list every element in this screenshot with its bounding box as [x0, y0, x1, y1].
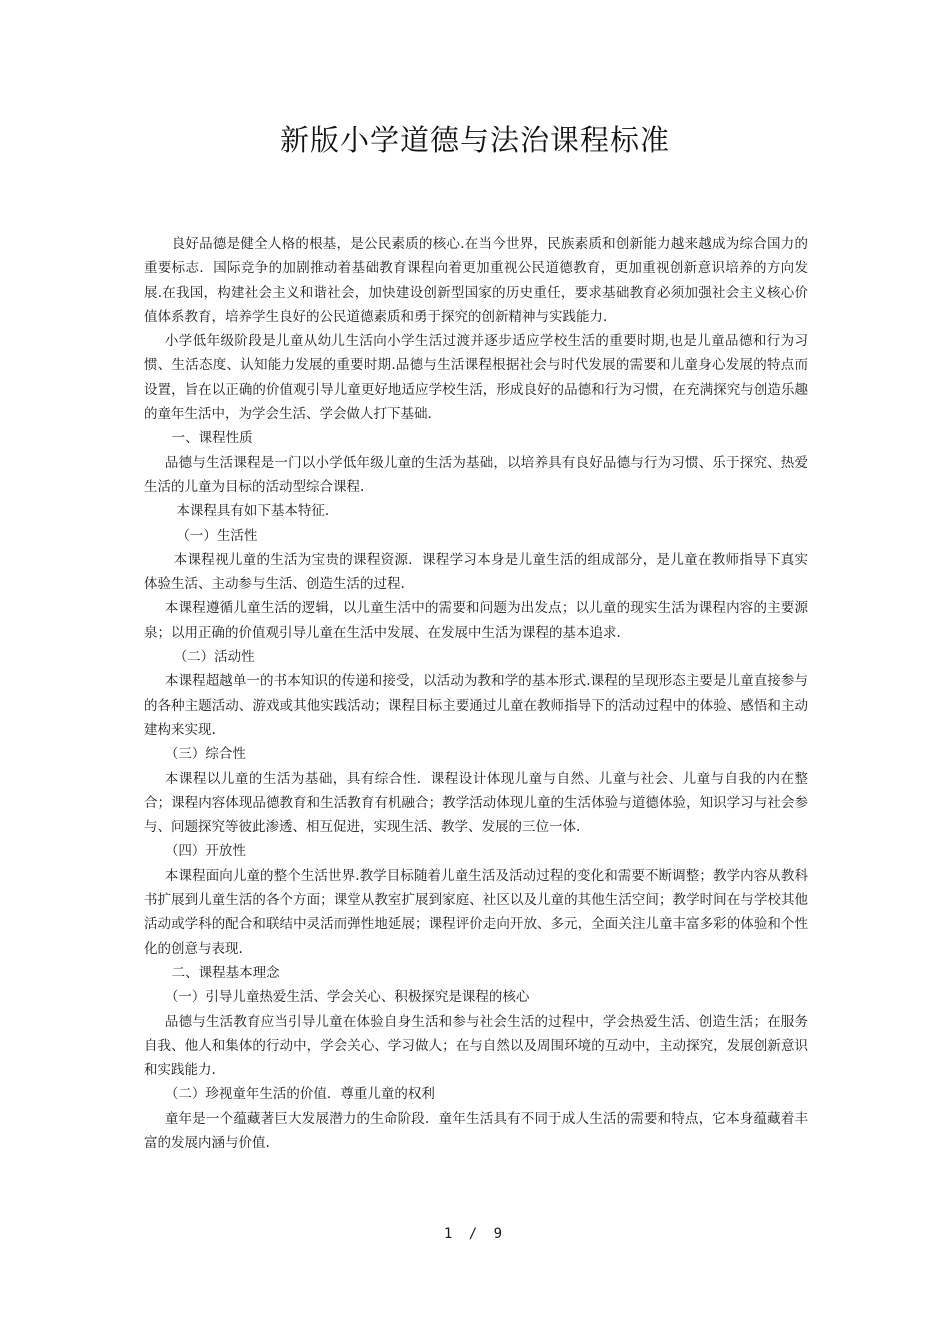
paragraph: 本课程具有如下基本特征. [176, 503, 330, 520]
paragraph: 本课程面向儿童的整个生活世界.教学目标随着儿童生活及活动过程的变化和需要不断调整；教学内容从教科书扩展到儿童生活的各个方面；课堂从教室扩展到家庭、社区以及儿童的其他生活空间；教学时间在与学校其他活动或学科的配合和联结中灵活而弹性地延展；课程评价走向开放、多元，全面关注儿童丰富多彩的体验和个性化的创意与表现. [144, 867, 808, 957]
paragraph: 童年是一个蕴藏著巨大发展潜力的生命阶段．童年生活具有不同于成人生活的需要和特点，它本身蕴藏着丰富的发展内涵与价值. [144, 1110, 808, 1151]
paragraph: 本课程以儿童的生活为基础，具有综合性．课程设计体现儿童与自然、儿童与社会、儿童与自我的内在整合；课程内容体现品德教育和生活教育有机融合；教学活动体现儿童的生活体验与道德体验，知识学习与社会参与、问题探究等彼此渗透、相互促进，实现生活、教学、发展的三位一体. [144, 770, 808, 836]
paragraph: 本课程遵循儿童生活的逻辑，以儿童生活中的需要和问题为出发点；以儿童的现实生活为课程内容的主要源泉；以用正确的价值观引导儿童在生活中发展、在发展中生活为课程的基本追求. [144, 600, 808, 641]
paragraph: 小学低年级阶段是儿童从幼儿生活向小学生活过渡并逐步适应学校生活的重要时期,也是儿童品德和行为习惯、生活态度、认知能力发展的重要时期.品德与生活课程根据社会与时代发展的需要和儿童身心发展的特点而设置，旨在以正确的价值观引导儿童更好地适应学校生活，形成良好的品德和行为习惯，在充满探究与创造乐趣的童年生活中，为学会生活、学会做人打下基础． [144, 333, 808, 423]
paragraph: 品德与生活课程是一门以小学低年级儿童的生活为基础，以培养具有良好品德与行为习惯、乐于探究、热爱生活的儿童为目标的活动型综合课程. [144, 454, 808, 495]
page-number: 1 / 9 [443, 1226, 507, 1242]
paragraph: （四）开放性 [164, 843, 246, 860]
paragraph: （一）生活性 [176, 527, 258, 544]
paragraph: 本课程超越单一的书本知识的传递和接受，以活动为教和学的基本形式.课程的呈现形态主要是儿童直接参与的各种主题活动、游戏或其他实践活动；课程目标主要通过儿童在教师指导下的活动过程中的体验、感悟和主动建构来实现. [144, 673, 808, 738]
document-title: 新版小学道德与法治课程标准 [279, 123, 670, 157]
paragraph: 一、课程性质 [171, 430, 253, 447]
paragraph: （二）活动性 [173, 649, 255, 666]
document-body [144, 232, 808, 1155]
paragraph: （二）珍视童年生活的价值．尊重儿童的权利 [164, 1086, 435, 1103]
paragraph: （三）综合性 [164, 746, 246, 763]
paragraph: 品德与生活教育应当引导儿童在体验自身生活和参与社会生活的过程中，学会热爱生活、创造生活；在服务自我、他人和集体的行动中，学会关心、学习做人；在与自然以及周围环境的互动中，主动探究，发展创新意识和实践能力. [144, 1013, 808, 1079]
paragraph: 二、课程基本理念 [171, 964, 280, 981]
paragraph: 本课程视儿童的生活为宝贵的课程资源．课程学习本身是儿童生活的组成部分，是儿童在教师指导下真实体验生活、主动参与生活、创造生活的过程. [144, 551, 808, 593]
paragraph: 良好品德是健全人格的根基，是公民素质的核心.在当今世界，民族素质和创新能力越来越成为综合国力的重要标志．国际竞争的加剧推动着基础教育课程向着更加重视公民道德教育，更加重视创新意识培养的方向发展.在我国，构建社会主义和谐社会，加快建设创新型国家的历史重任，要求基础教育必须加强社会主义核心价值体系教育，培养学生良好的公民道德素质和勇于探究的创新精神与实践能力． [144, 236, 808, 325]
paragraph: （一）引导儿童热爱生活、学会关心、积极探究是课程的核心 [164, 989, 530, 1006]
